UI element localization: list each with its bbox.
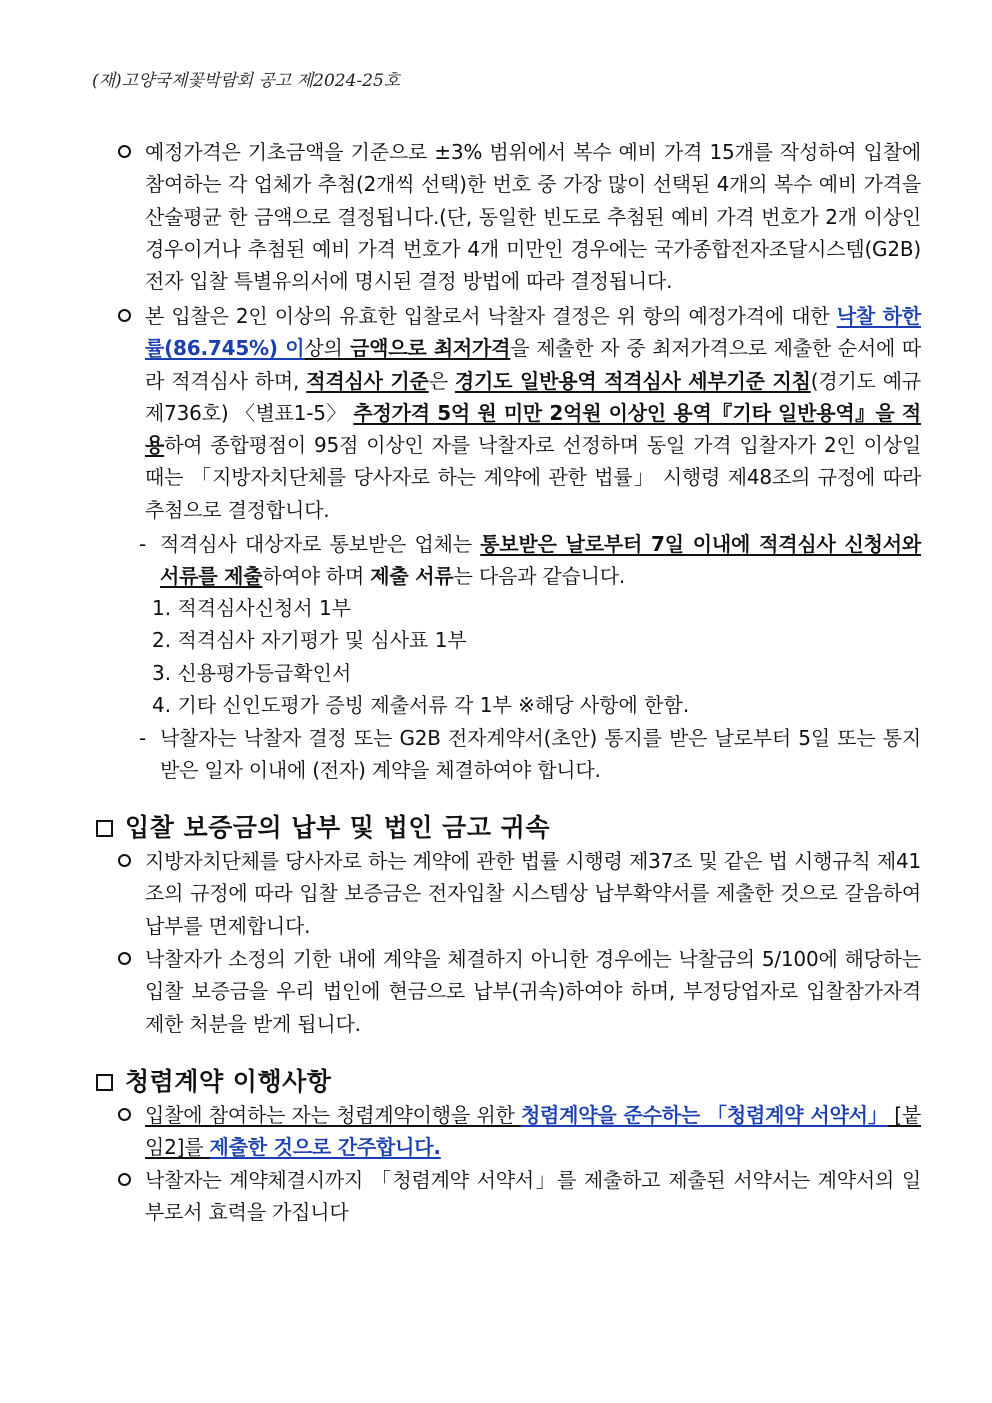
paragraph-deposit-exemption: 지방자치단체를 당사자로 하는 계약에 관한 법률 시행령 제37조 및 같은 법 시행규칙 제41조의 규정에 따라 입찰 보증금은 전자입찰 시스템상 납부확약서를 제출한 것으로 갈음하여 납부를 면제합니다. [145,849,921,938]
dash-marker: - [139,726,147,750]
list-item: 2. 적격심사 자기평가 및 심사표 1부 [152,628,467,652]
circle-bullet-icon [118,309,131,322]
paragraph-deposit-forfeiture: 낙찰자가 소정의 기한 내에 계약을 체결하지 아니한 경우에는 낙찰금의 5/100에 해당하는 입찰 보증금을 우리 법인에 현금으로 납부(귀속)하여야 하며, 부정당업자로 입찰참가자격 제한 처분을 받게 됩니다. [145,947,921,1036]
paragraph-contract-deadline: 낙찰자는 낙찰자 결정 또는 G2B 전자계약서(초안) 통지를 받은 날로부터 5일 또는 통지 받은 일자 이내에 (전자) 계약을 체결하여야 합니다. [160,726,921,783]
lower-limit-rate: 낙찰 하한률(86.745%) 이 [145,304,921,361]
list-item: 1. 적격심사신청서 1부 [152,596,352,620]
document-header: (재)고양국제꽃박람회 공고 제2024-25호 [92,71,401,91]
circle-bullet-icon [118,854,131,867]
paragraph-integrity-pledge: 입찰에 참여하는 자는 청렴계약이행을 위한 청렴계약을 준수하는 「청렴계약 서약서」 [붙임2]를 제출한 것으로 간주합니다. [145,1103,921,1160]
square-bullet-icon [96,1074,113,1091]
circle-bullet-icon [118,1173,131,1186]
paragraph-award-decision: 본 입찰은 2인 이상의 유효한 입찰로서 낙찰자 결정은 위 항의 예정가격에 대한 낙찰 하한률(86.745%) 이상의 금액으로 최저가격을 제출한 자 중 최저가격으로 제출한 순서에 따라 적격심사 하며, 적격심사 기준은 경기도 일반용역 적격심사 세부기준 지침(경기도 예규 제736호) 〈별표1-5〉 추정가격 5억 원 미만 2억원 이상인 용역『기타 일반용역』을 적용하여 종합평점이 95점 이상인 자를 낙찰자로 선정하며 동일 가격 입찰자가 2인 이상일 때는 「지방자치단체를 당사자로 하는 계약에 관한 법률」 시행령 제48조의 규정에 따라 추첨으로 결정합니다. [145,304,922,522]
paragraph-estimated-price: 예정가격은 기초금액을 기준으로 ±3% 범위에서 복수 예비 가격 15개를 작성하여 입찰에 참여하는 각 업체가 추첨(2개씩 선택)한 번호 중 가장 많이 선택된 4개의 복수 예비 가격을 산술평균 한 금액으로 결정됩니다.(단, 동일한 빈도로 추첨된 예비 가격 번호가 2개 이상인 경우이거나 추첨된 예비 가격 번호가 4개 미만인 경우에는 국가종합전자조달시스템(G2B) 전자 입찰 특별유의서에 명시된 결정 방법에 따라 결정됩니다. [145,140,921,294]
dash-marker: - [139,532,147,556]
square-bullet-icon [96,820,113,837]
circle-bullet-icon [118,952,131,965]
paragraph-qualification-review: 적격심사 대상자로 통보받은 업체는 통보받은 날로부터 7일 이내에 적격심사 신청서와 서류를 제출하여야 하며 제출 서류는 다음과 같습니다. [160,532,921,589]
paragraph-pledge-submission: 낙찰자는 계약체결시까지 「청렴계약 서약서」를 제출하고 제출된 서약서는 계약서의 일부로서 효력을 가집니다 [145,1168,921,1225]
list-item: 4. 기타 신인도평가 증빙 제출서류 각 1부 ※해당 사항에 한함. [152,693,690,717]
list-item: 3. 신용평가등급확인서 [152,661,352,685]
section-heading-bid-deposit: 입찰 보증금의 납부 및 법인 금고 귀속 [96,808,550,844]
section-heading-integrity-contract: 청렴계약 이행사항 [96,1062,331,1098]
circle-bullet-icon [118,1108,131,1121]
circle-bullet-icon [118,145,131,158]
